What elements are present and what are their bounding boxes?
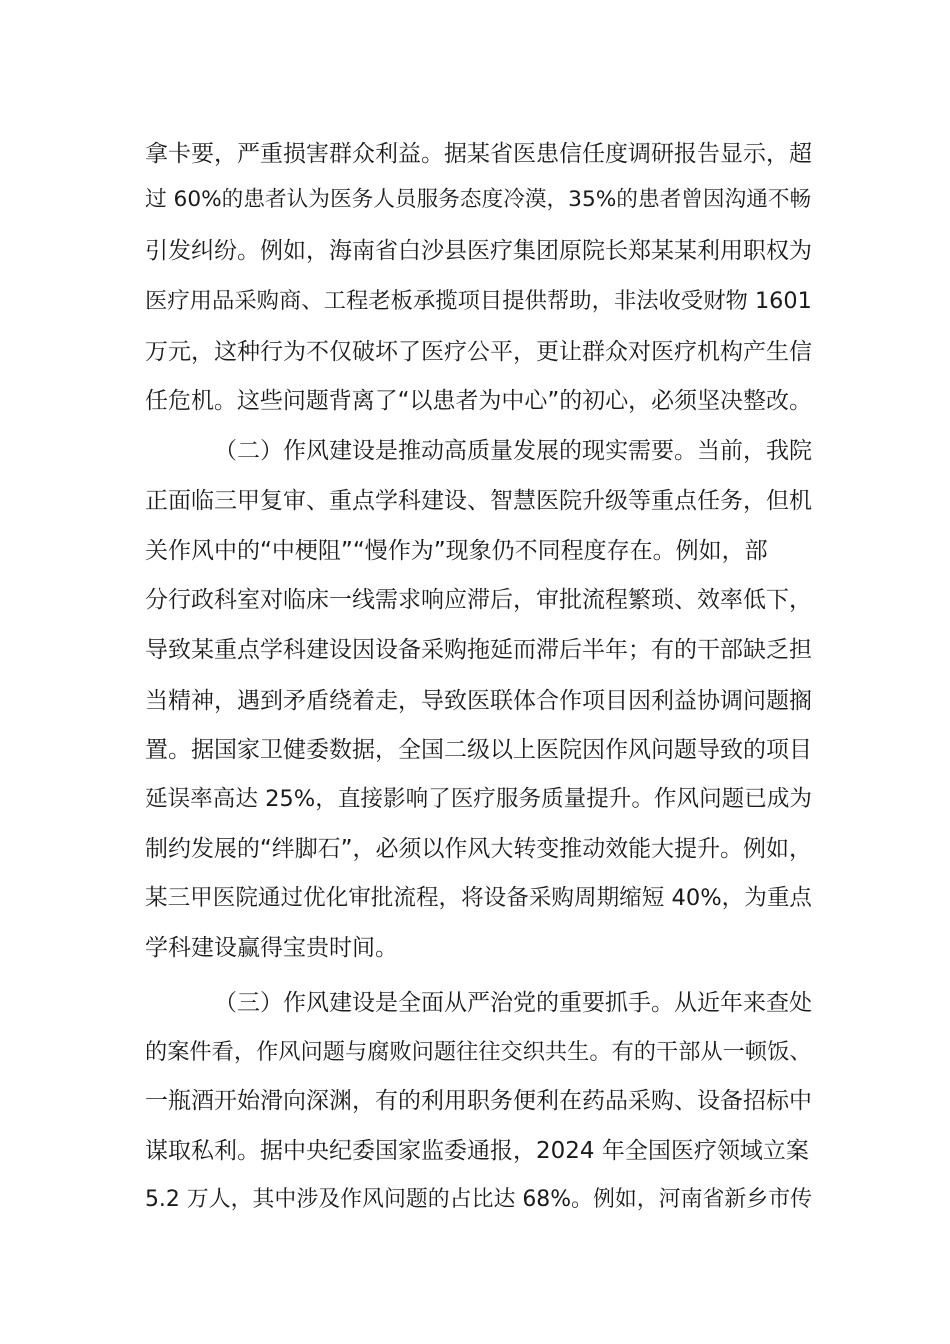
text-line: 当精神，遇到矛盾绕着走，导致医联体合作项目因利益协调问题搁 [145,688,812,714]
text-line: 的案件看，作风问题与腐败问题往往交织共生。有的干部从一顿饭、 [145,1039,812,1065]
paragraph-heading-line: （二）作风建设是推动高质量发展的现实需要。当前，我院 [214,438,812,464]
text-line: 导致某重点学科建设因设备采购拖延而滞后半年；有的干部缺乏担 [145,637,812,663]
text-line: 任危机。这些问题背离了“以患者为中心”的初心，必须坚决整改。 [145,388,812,414]
text-line: 某三甲医院通过优化审批流程，将设备采购周期缩短 40%，为重点 [145,885,812,911]
text-line: 一瓶酒开始滑向深渊，有的利用职务便利在药品采购、设备招标中 [145,1088,812,1114]
text-line: 医疗用品采购商、工程老板承揽项目提供帮助，非法收受财物 1601 [145,288,812,314]
paragraph-heading-line: （三）作风建设是全面从严治党的重要抓手。从近年来查处 [214,990,812,1016]
text-line: 分行政科室对临床一线需求响应滞后，审批流程繁琐、效率低下， [145,587,812,613]
text-line: 5.2 万人，其中涉及作风问题的占比达 68%。例如，河南省新乡市传 [145,1187,813,1212]
text-line: 置。据国家卫健委数据，全国二级以上医院因作风问题导致的项目 [145,737,812,763]
text-line: 谋取私利。据中央纪委国家监委通报，2024 年全国医疗领域立案 [145,1138,809,1164]
text-line: 延误率高达 25%，直接影响了医疗服务质量提升。作风问题已成为 [145,786,812,812]
text-line: 关作风中的“中梗阻”“慢作为”现象仍不同程度存在。例如，部 [145,538,768,564]
text-line: 正面临三甲复审、重点学科建设、智慧医院升级等重点任务，但机 [145,488,812,514]
text-line: 学科建设赢得宝贵时间。 [145,935,398,961]
text-line: 拿卡要，严重损害群众利益。据某省医患信任度调研报告显示，超 [145,141,812,167]
text-line: 万元，这种行为不仅破坏了医疗公平，更让群众对医疗机构产生信 [145,339,812,365]
text-line: 引发纠纷。例如，海南省白沙县医疗集团原院长郑某某利用职权为 [145,238,812,264]
text-line: 过 60%的患者认为医务人员服务态度冷漠，35%的患者曾因沟通不畅 [145,187,812,212]
text-line: 制约发展的“绊脚石”，必须以作风大转变推动效能大提升。例如， [145,836,812,862]
